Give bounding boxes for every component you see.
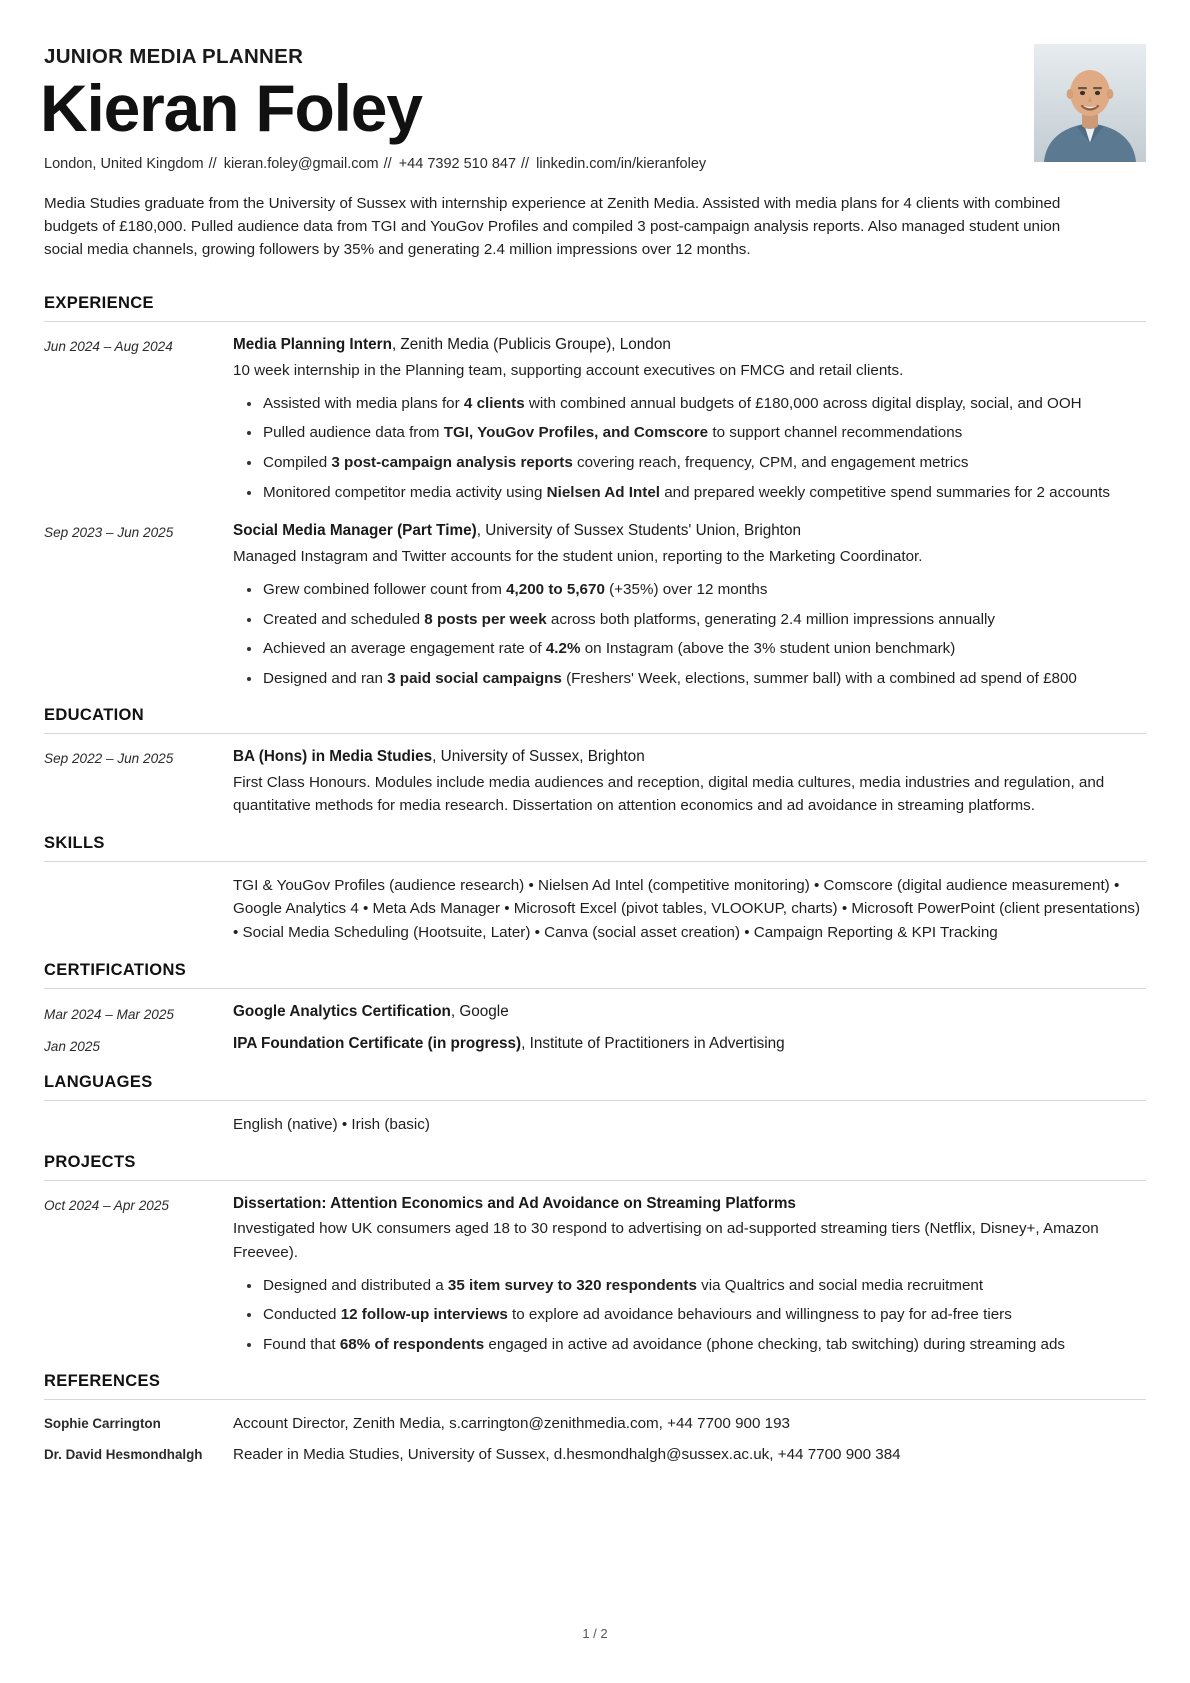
contact-line — [44, 154, 1146, 176]
entry-body — [233, 334, 1146, 504]
section-skills — [44, 828, 1146, 945]
entry-date: Jan 2025 — [44, 1038, 100, 1054]
bullet-post: on Instagram (above the 3% student union benchmark) — [580, 640, 956, 658]
reference-entry — [44, 1443, 1146, 1467]
contact-linkedin[interactable]: linkedin.com/in/kieranfoley — [536, 155, 707, 172]
entry-body — [233, 520, 1146, 690]
section-title-certifications: CERTIFICATIONS — [44, 960, 187, 979]
section-certifications — [44, 955, 1146, 1057]
bullet-pre: Achieved an average engagement rate of — [263, 640, 546, 658]
bullet-pre: Designed and distributed a — [263, 1276, 448, 1294]
bullet-post: to support channel recommendations — [708, 424, 963, 442]
entry-subtitle: Managed Instagram and Twitter accounts for the student union, reporting to the Marketing Coordinator. — [233, 548, 923, 566]
entry-employer: , Zenith Media (Publicis Groupe), London — [391, 335, 671, 353]
bullet-bold: TGI, YouGov Profiles, and Comscore — [443, 424, 709, 442]
entry-date-spacer — [44, 874, 233, 876]
certification-issuer: , Google — [450, 1002, 509, 1020]
bullet-bold: 3 paid social campaigns — [387, 669, 562, 687]
bullet-post: to explore ad avoidance behaviours and willingness to pay for ad-free tiers — [507, 1306, 1012, 1324]
entry-date-spacer — [44, 1113, 233, 1115]
reference-detail: Reader in Media Studies, University of Sussex, d.hesmondhalgh@sussex.ac.uk, +44 7700 900 384 — [233, 1446, 901, 1464]
bullet-pre: Conducted — [263, 1306, 341, 1324]
entry-body — [233, 1001, 1146, 1024]
section-divider — [44, 1180, 1146, 1181]
entry-body — [233, 1113, 1146, 1137]
bullet-bold: 4,200 to 5,670 — [506, 581, 605, 599]
bullet-item — [263, 481, 1146, 505]
section-title-experience: EXPERIENCE — [44, 293, 154, 312]
entry-subtitle: Investigated how UK consumers aged 18 to 30 respond to advertising on ad-supported streaming tiers (Netflix, Disney+, Amazon Freevee). — [233, 1220, 1099, 1261]
profile-photo — [1034, 44, 1146, 162]
bullet-post: engaged in active ad avoidance (phone checking, tab switching) during streaming ads — [484, 1335, 1066, 1353]
entry-body — [233, 746, 1146, 817]
bullet-item — [263, 608, 1146, 632]
education-entry — [44, 746, 1146, 817]
entry-heading — [233, 520, 1146, 543]
section-title-references: REFERENCES — [44, 1372, 161, 1391]
skills-entry — [44, 874, 1146, 945]
bullet-item — [263, 1274, 1146, 1298]
entry-bullet-list — [233, 1274, 1146, 1357]
entry-heading — [233, 1193, 1146, 1216]
bullet-bold: 12 follow-up interviews — [340, 1306, 508, 1324]
entry-bullet-list — [233, 578, 1146, 690]
bullet-pre: Found that — [263, 1335, 340, 1353]
entry-employer: , University of Sussex Students' Union, Brighton — [476, 522, 802, 540]
experience-entry — [44, 520, 1146, 690]
page-indicator: 1 / 2 — [582, 1626, 608, 1641]
entry-body — [233, 1412, 1146, 1436]
bullet-post: and prepared weekly competitive spend summaries for 2 accounts — [660, 483, 1110, 501]
bullet-item — [263, 421, 1146, 445]
reference-name: Sophie Carrington — [44, 1416, 161, 1432]
section-title-languages: LANGUAGES — [44, 1072, 153, 1091]
bullet-post: via Qualtrics and social media recruitment — [696, 1276, 984, 1294]
candidate-name: Kieran Foley — [40, 70, 422, 145]
bullet-bold: 68% of respondents — [339, 1335, 485, 1353]
section-projects — [44, 1147, 1146, 1357]
entry-date: Oct 2024 – Apr 2025 — [44, 1197, 169, 1213]
bullet-bold: 4.2% — [545, 640, 581, 658]
section-divider — [44, 321, 1146, 322]
section-divider — [44, 861, 1146, 862]
bullet-item — [263, 392, 1146, 416]
certification-entry — [44, 1033, 1146, 1057]
bullet-pre: Pulled audience data from — [263, 424, 444, 442]
entry-heading — [233, 334, 1146, 357]
bullet-bold: 8 posts per week — [424, 610, 547, 628]
contact-separator-2: // — [383, 155, 392, 172]
bullet-post: across both platforms, generating 2.4 million impressions annually — [546, 610, 995, 628]
job-role-title: JUNIOR MEDIA PLANNER — [44, 45, 304, 68]
bullet-bold: 35 item survey to 320 respondents — [447, 1276, 697, 1294]
section-title-skills: SKILLS — [44, 833, 105, 852]
contact-email[interactable]: kieran.foley@gmail.com — [223, 155, 379, 172]
certification-issuer: , Institute of Practitioners in Advertising — [521, 1034, 785, 1052]
entry-heading — [233, 1033, 1146, 1056]
reference-entry — [44, 1412, 1146, 1436]
contact-location: London, United Kingdom — [44, 155, 204, 172]
entry-body — [233, 1033, 1146, 1056]
reference-detail: Account Director, Zenith Media, s.carrington@zenithmedia.com, +44 7700 900 193 — [233, 1415, 790, 1433]
bullet-pre: Designed and ran — [263, 669, 388, 687]
section-divider — [44, 1100, 1146, 1101]
entry-subtitle: First Class Honours. Modules include media audiences and reception, digital media cultures, media industries and regulation, and quantitative methods for media research. Dissertation on attention economics and ad avoidance in streaming platforms. — [233, 774, 1105, 815]
contact-separator-1: // — [208, 155, 217, 172]
section-experience — [44, 288, 1146, 691]
bullet-pre: Created and scheduled — [263, 610, 425, 628]
bullet-item — [263, 1303, 1146, 1327]
bullet-pre: Monitored competitor media activity using — [263, 483, 547, 501]
entry-degree: BA (Hons) in Media Studies — [233, 748, 433, 766]
section-divider — [44, 733, 1146, 734]
entry-date: Sep 2022 – Jun 2025 — [44, 751, 174, 767]
languages-text: English (native) • Irish (basic) — [233, 1115, 430, 1133]
certification-name: Google Analytics Certification — [233, 1002, 451, 1020]
bullet-item — [263, 578, 1146, 602]
entry-body — [233, 874, 1146, 945]
section-languages — [44, 1067, 1146, 1137]
bullet-pre: Grew combined follower count from — [263, 581, 507, 599]
project-entry — [44, 1193, 1146, 1357]
bullet-item — [263, 667, 1146, 691]
entry-institution: , University of Sussex, Brighton — [432, 748, 645, 766]
skills-text: TGI & YouGov Profiles (audience research) • Nielsen Ad Intel (competitive monitoring) • Comscore (digital audience measurement) • Google Analytics 4 • Meta Ads Manager • Microsoft Excel (pivot tables, VLOOKUP, charts) • Microsoft PowerPoint (client presentations) • Social Media Scheduling (Hootsuite, Later) • Canva (social asset creation) • Campaign Reporting & KPI Tracking — [233, 876, 1141, 941]
bullet-bold: 3 post-campaign analysis reports — [331, 454, 573, 472]
section-education — [44, 700, 1146, 817]
entry-date: Jun 2024 – Aug 2024 — [44, 338, 173, 354]
entry-date: Sep 2023 – Jun 2025 — [44, 525, 174, 541]
certification-entry — [44, 1001, 1146, 1025]
bullet-post: (+35%) over 12 months — [604, 581, 768, 599]
bullet-post: covering reach, frequency, CPM, and engagement metrics — [572, 454, 969, 472]
entry-body — [233, 1193, 1146, 1357]
entry-subtitle: 10 week internship in the Planning team, supporting account executives on FMCG and retail clients. — [233, 361, 904, 379]
bullet-post: with combined annual budgets of £180,000 across digital display, social, and OOH — [524, 394, 1082, 412]
entry-job-title: Social Media Manager (Part Time) — [233, 522, 477, 540]
certification-name: IPA Foundation Certificate (in progress) — [233, 1034, 522, 1052]
entry-date: Mar 2024 – Mar 2025 — [44, 1006, 174, 1022]
bullet-item — [263, 637, 1146, 661]
bullet-post: (Freshers' Week, elections, summer ball) with a combined ad spend of £800 — [561, 669, 1077, 687]
portrait-illustration — [1034, 44, 1146, 162]
entry-heading — [233, 1001, 1146, 1024]
bullet-pre: Assisted with media plans for — [263, 394, 464, 412]
entry-heading — [233, 746, 1146, 769]
entry-body — [233, 1443, 1146, 1467]
entry-bullet-list — [233, 392, 1146, 504]
professional-summary: Media Studies graduate from the University of Sussex with internship experience at Zenith Media. Assisted with media plans for 4 clients with combined budgets of £180,000. Pulled audience data from TGI and YouGov Profiles and compiled 3 post-campaign analysis reports. Also managed student union social media channels, growing followers by 35% and generating 2.4 million impressions over 12 months. — [44, 194, 1061, 259]
section-title-projects: PROJECTS — [44, 1152, 136, 1171]
entry-job-title: Media Planning Intern — [233, 335, 392, 353]
section-references — [44, 1366, 1146, 1466]
section-title-education: EDUCATION — [44, 706, 145, 725]
bullet-item — [263, 451, 1146, 475]
bullet-bold: Nielsen Ad Intel — [546, 483, 660, 501]
contact-separator-3: // — [521, 155, 530, 172]
contact-phone[interactable]: +44 7392 510 847 — [398, 155, 517, 172]
section-divider — [44, 1399, 1146, 1400]
reference-name: Dr. David Hesmondhalgh — [44, 1447, 203, 1463]
experience-entry — [44, 334, 1146, 504]
bullet-pre: Compiled — [263, 454, 332, 472]
project-title: Dissertation: Attention Economics and Ad Avoidance on Streaming Platforms — [233, 1194, 796, 1212]
resume-header — [40, 44, 1146, 176]
bullet-bold: 4 clients — [463, 394, 525, 412]
section-divider — [44, 988, 1146, 989]
languages-entry — [44, 1113, 1146, 1137]
bullet-item — [263, 1333, 1146, 1357]
